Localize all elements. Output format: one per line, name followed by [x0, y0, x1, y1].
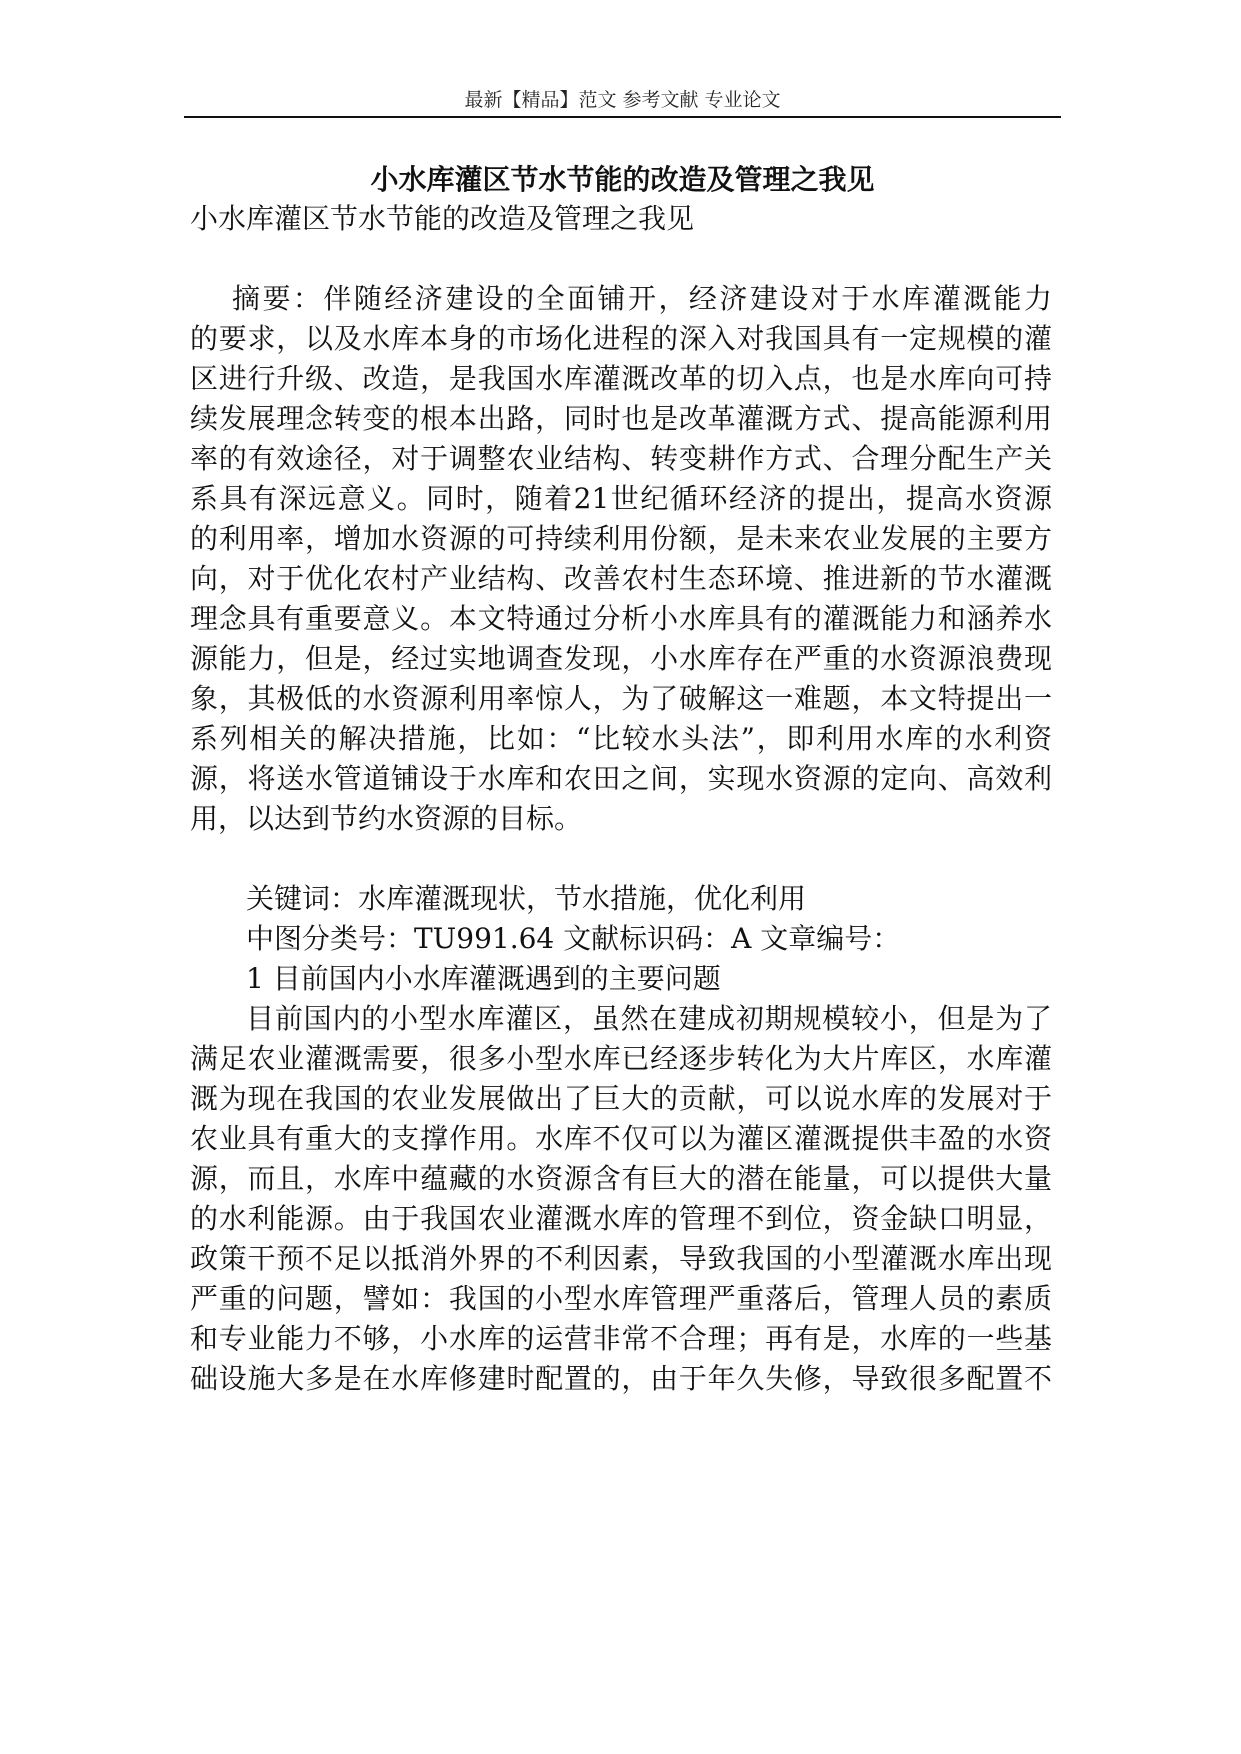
abstract-line: 向，对于优化农村产业结构、改善农村生态环境、推进新的节水灌溉: [190, 562, 1052, 595]
section-line: 和专业能力不够，小水库的运营非常不合理；再有是，水库的一些基: [190, 1322, 1052, 1355]
abstract-line: 理念具有重要意义。本文特通过分析小水库具有的灌溉能力和涵养水: [190, 602, 1052, 635]
section-line: 源，而且，水库中蕴藏的水资源含有巨大的潜在能量，可以提供大量: [190, 1162, 1052, 1195]
abstract-line: 摘要：伴随经济建设的全面铺开，经济建设对于水库灌溉能力: [232, 282, 1052, 315]
section-line: 的水利能源。由于我国农业灌溉水库的管理不到位，资金缺口明显，: [190, 1202, 1052, 1235]
section-line: 政策干预不足以抵消外界的不利因素，导致我国的小型灌溉水库出现: [190, 1242, 1052, 1275]
classification-line: 中图分类号：TU991.64 文献标识码：A 文章编号：: [246, 922, 901, 955]
section-line: 溉为现在我国的农业发展做出了巨大的贡献，可以说水库的发展对于: [190, 1082, 1052, 1115]
abstract-line: 源能力，但是，经过实地调查发现，小水库存在严重的水资源浪费现: [190, 642, 1052, 675]
abstract-line: 率的有效途径，对于调整农业结构、转变耕作方式、合理分配生产关: [190, 442, 1052, 475]
section-line: 目前国内的小型水库灌区，虽然在建成初期规模较小，但是为了: [246, 1002, 1052, 1035]
section-line: 满足农业灌溉需要，很多小型水库已经逐步转化为大片库区，水库灌: [190, 1042, 1052, 1075]
abstract-line: 的利用率，增加水资源的可持续利用份额，是未来农业发展的主要方: [190, 522, 1052, 555]
abstract-line: 的要求，以及水库本身的市场化进程的深入对我国具有一定规模的灌: [190, 322, 1052, 355]
section-line: 农业具有重大的支撑作用。水库不仅可以为灌区灌溉提供丰盈的水资: [190, 1122, 1052, 1155]
abstract-line: 用，以达到节约水资源的目标。: [190, 802, 583, 835]
section-line: 础设施大多是在水库修建时配置的，由于年久失修，导致很多配置不: [190, 1362, 1052, 1395]
document-title: 小水库灌区节水节能的改造及管理之我见: [370, 163, 875, 196]
abstract-line: 系列相关的解决措施，比如：“比较水头法”，即利用水库的水利资: [190, 722, 1052, 755]
section-line: 严重的问题，譬如：我国的小型水库管理严重落后，管理人员的素质: [190, 1282, 1052, 1315]
abstract-line: 象，其极低的水资源利用率惊人，为了破解这一难题，本文特提出一: [190, 682, 1052, 715]
keywords-line: 关键词：水库灌溉现状，节水措施，优化利用: [246, 882, 807, 915]
running-header: 最新【精品】范文 参考文献 专业论文: [464, 89, 781, 111]
document-subtitle: 小水库灌区节水节能的改造及管理之我见: [190, 202, 695, 235]
abstract-line: 源，将送水管道铺设于水库和农田之间，实现水资源的定向、高效利: [190, 762, 1052, 795]
abstract-line: 区进行升级、改造，是我国水库灌溉改革的切入点，也是水库向可持: [190, 362, 1052, 395]
abstract-line: 续发展理念转变的根本出路，同时也是改革灌溉方式、提高能源利用: [190, 402, 1052, 435]
abstract-line: 系具有深远意义。同时，随着21世纪循环经济的提出，提高水资源: [190, 482, 1052, 515]
header-rule: [184, 116, 1061, 118]
section-heading: 1 目前国内小水库灌溉遇到的主要问题: [246, 962, 721, 995]
